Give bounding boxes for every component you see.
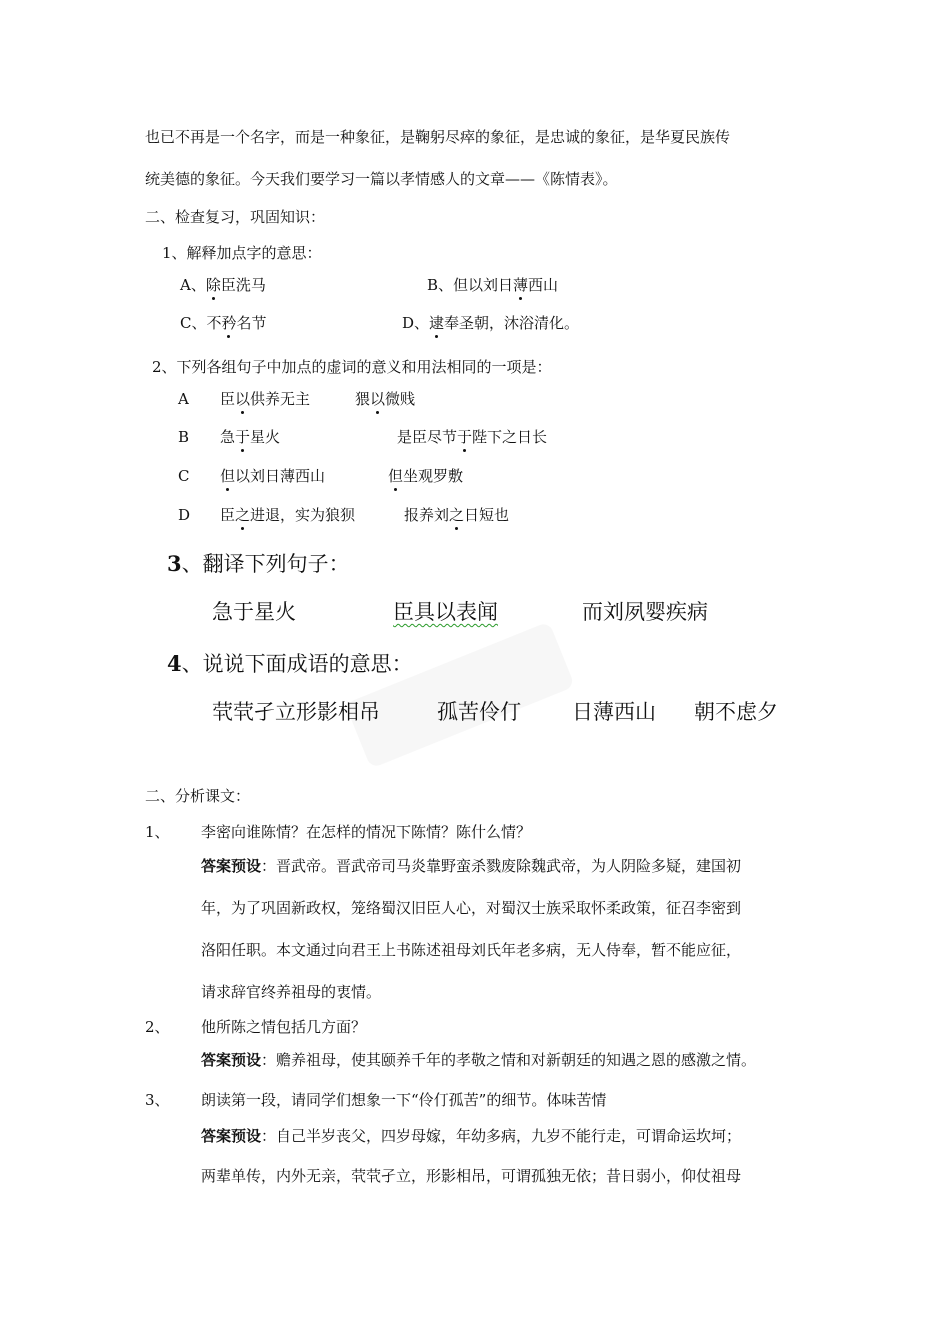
answer-label: 答案预设 (201, 857, 262, 875)
analysis-q3-question: 朗读第一段，请同学们想象一下“伶仃孤苦”的细节。体味苦情 (201, 1091, 607, 1109)
answer-label: 答案预设 (201, 1127, 262, 1145)
review-q3-title: 3、翻译下列句子： (167, 551, 350, 576)
analysis-q2-num: 2、 (145, 1018, 170, 1036)
dotted-char: 之 (449, 506, 465, 524)
review-q2-row-c-second: 但坐观罗敷 (388, 467, 464, 485)
analysis-q1-answer-4: 请求辞官终养祖母的衷情。 (201, 983, 382, 1001)
review-q2-row-c: C 但以刘日薄西山 (178, 467, 326, 485)
review-heading: 二、检查复习，巩固知识： (145, 208, 326, 226)
review-q4-item-4: 朝不虑夕 (694, 700, 778, 724)
review-q2-row-b-second: 是臣尽节于陛下之日长 (397, 428, 548, 446)
review-q3-item-2: 臣具以表闻 (393, 600, 498, 624)
review-q1-title: 1、解释加点字的意思： (162, 244, 322, 262)
watermark-logo (337, 610, 584, 780)
analysis-q1-answer-1: 答案预设：晋武帝。晋武帝司马炎靠野蛮杀戮废除魏武帝，为人阴险多疑，建国初 (201, 857, 742, 875)
review-q1-option-a: A、除臣洗马 (180, 276, 266, 294)
dotted-char: 但 (220, 467, 236, 485)
intro-line-1: 也已不再是一个名字，而是一种象征，是鞠躬尽瘁的象征，是忠诚的象征，是华夏民族传 (145, 128, 731, 146)
review-q3-item-1: 急于星火 (212, 600, 296, 624)
analysis-q2-answer-1: 答案预设：赡养祖母，使其颐养千年的孝敬之情和对新朝廷的知遇之恩的感激之情。 (201, 1051, 757, 1069)
review-q1-option-b: B、但以刘日薄西山 (427, 276, 559, 294)
dotted-char: 于 (235, 428, 251, 446)
review-q1-option-d: D、逮奉圣朝，沐浴清化。 (402, 314, 580, 332)
review-q4-item-3: 日薄西山 (572, 700, 656, 724)
review-q2-row-d: D 臣之进退，实为狼狈 (178, 506, 356, 524)
analysis-q3-answer-2: 两辈单传，内外无亲，茕茕孑立，形影相吊，可谓孤独无依；昔日弱小，仰仗祖母 (201, 1167, 742, 1185)
analysis-q3-num: 3、 (145, 1091, 170, 1109)
analysis-q1-num: 1、 (145, 823, 170, 841)
intro-line-2: 统美德的象征。今天我们要学习一篇以孝情感人的文章——《陈情表》。 (145, 170, 618, 188)
dotted-char: 以 (235, 390, 251, 408)
review-q2-row-b: B 急于星火 (178, 428, 281, 446)
dotted-char: 矜 (221, 314, 237, 332)
analysis-q1-answer-3: 洛阳任职。本文通过向君王上书陈述祖母刘氏年老多病，无人侍奉，暂不能应征， (201, 941, 742, 959)
analysis-q1-answer-2: 年，为了巩固新政权，笼络蜀汉旧臣人心，对蜀汉士族采取怀柔政策，征召李密到 (201, 899, 742, 917)
dotted-char: 除 (205, 276, 221, 294)
review-q2-row-a: A 臣以供养无主 (178, 390, 311, 408)
dotted-char: 以 (370, 390, 386, 408)
dotted-char: 逮 (429, 314, 445, 332)
analysis-q2-question: 他所陈之情包括几方面？ (201, 1018, 367, 1036)
review-q4-title: 4、说说下面成语的意思： (167, 651, 413, 676)
review-q4-item-1: 茕茕孑立形影相吊 (212, 700, 380, 724)
dotted-char: 之 (235, 506, 251, 524)
review-q1-option-c: C、不矜名节 (180, 314, 267, 332)
review-q2-row-d-second: 报养刘之日短也 (404, 506, 510, 524)
review-q4-item-2: 孤苦伶仃 (437, 700, 521, 724)
dotted-char: 但 (388, 467, 404, 485)
dotted-char: 薄 (513, 276, 529, 294)
answer-label: 答案预设 (201, 1051, 262, 1069)
review-q2-row-a-second: 猥以微贱 (355, 390, 416, 408)
analysis-q1-question: 李密向谁陈情？在怎样的情况下陈情？陈什么情？ (201, 823, 532, 841)
review-q3-item-3: 而刘夙婴疾病 (582, 600, 708, 624)
analysis-q3-answer-1: 答案预设：自己半岁丧父，四岁母嫁，年幼多病，九岁不能行走，可谓命运坎坷； (201, 1127, 742, 1145)
dotted-char: 于 (457, 428, 473, 446)
analysis-heading: 二、分析课文： (145, 787, 251, 805)
review-q2-title: 2、下列各组句子中加点的虚词的意义和用法相同的一项是： (152, 358, 552, 376)
